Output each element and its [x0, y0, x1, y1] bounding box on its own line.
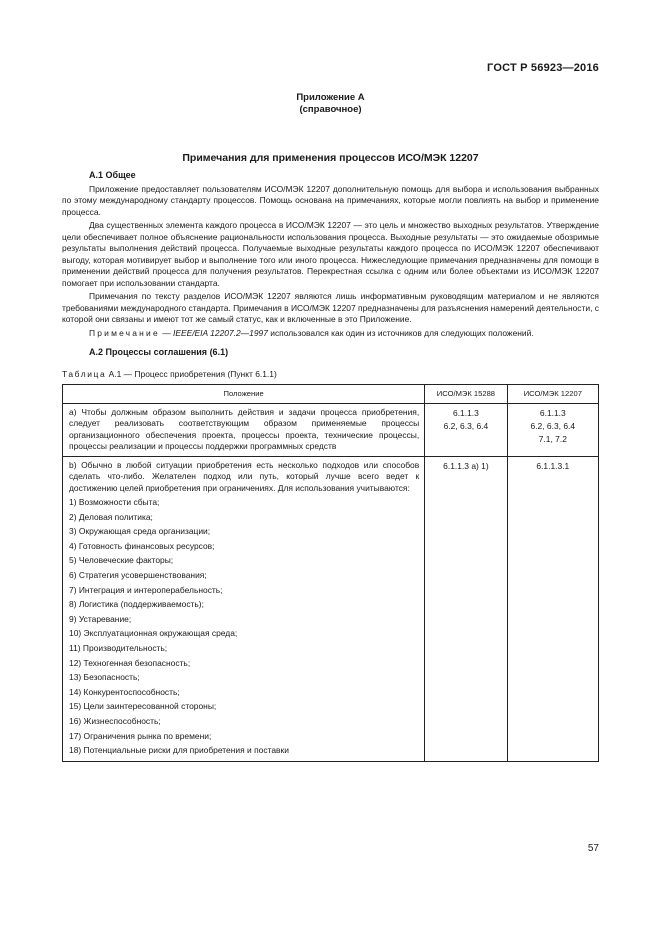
paragraph: Примечания по тексту разделов ИСО/МЭК 12207 являются лишь информативным руководящим материалом и не являются требованиями международного стандарта. Примечания в ИСО/МЭК 12207 предназначены для разъяснения намерений деятельности, с которой они связаны и имеют тот же самый статус, как и включенные в это Приложение. — [62, 291, 600, 324]
section-heading-agreement: А.2 Процессы соглашения (6.1) — [89, 347, 229, 357]
table-cell-iso15288 — [425, 403, 507, 456]
page-title: Примечания для применения процессов ИСО/МЭК 12207 — [182, 152, 479, 164]
table-caption-text: А.1 — Процесс приобретения (Пункт 6.1.1) — [106, 368, 277, 379]
annex-heading — [0, 92, 661, 116]
acquisition-process-table — [62, 384, 599, 762]
paragraph: Приложение предоставляет пользователям ИСО/МЭК 12207 дополнительную помощь для выбора и использования выбранных по этому международному стандарту процессов. Помощь основана на примечаниях, которые могли повлиять на выбор и применение процесса. — [62, 183, 599, 217]
section-heading-general: А.1 Общее — [89, 170, 136, 180]
clause-ref: 6.2, 6.3, 6.4 — [443, 420, 489, 431]
note-paragraph — [62, 328, 599, 340]
table-cell-iso12207 — [507, 456, 598, 761]
note-dash: — — [159, 327, 173, 338]
list-item: 6) Стратегия усовершенствования; — [69, 569, 207, 580]
list-item: 4) Готовность финансовых ресурсов; — [69, 540, 215, 551]
list-item: 16) Жизнеспособность; — [69, 715, 161, 726]
list-item: 18) Потенциальные риски для приобретения и поставки — [69, 745, 289, 756]
clause-ref: 7.1, 7.2 — [538, 433, 567, 444]
note-text: использовался как один из источников для следующих положений. — [267, 327, 534, 338]
table-cell-position — [63, 456, 425, 761]
list-item: 11) Производительность; — [69, 642, 168, 653]
table-header-row — [63, 385, 599, 404]
list-item: 1) Возможности сбыта; — [69, 497, 160, 507]
list-item: 12) Техногенная безопасность; — [69, 657, 191, 668]
clause-ref: 6.1.1.3 — [539, 407, 566, 418]
list-item: 10) Эксплуатационная окружающая среда; — [69, 628, 238, 639]
clause-ref: 6.1.1.3 а) 1) — [443, 460, 489, 471]
list-item: 17) Ограничения рынка по времени; — [69, 730, 212, 741]
annex-subtitle: (справочное) — [299, 104, 362, 115]
table-row — [63, 456, 599, 761]
list-item: 15) Цели заинтересованной стороны; — [69, 701, 217, 712]
list-item: 5) Человеческие факторы; — [69, 555, 174, 566]
annex-title: Приложение А — [296, 92, 365, 103]
clause-ref: 6.1.1.3.1 — [536, 460, 570, 471]
list-item: 13) Безопасность; — [69, 672, 140, 683]
note-label: Примечание — [89, 327, 160, 338]
column-header-position: Положение — [63, 385, 425, 404]
note-reference: IEEE/EIA 12207.2—1997 — [172, 327, 268, 338]
paragraph: Два существенных элемента каждого процесса в ИСО/МЭК 12207 — это цель и множество выходных результатов. Утверждение цели обеспечивает полное объяснение рациональности использования процесса. Выходные результаты — это ожидаемые обозримые результаты выполнения действий процесса. Получаемые выходные результаты каждого процесса по ИСО/МЭК 12207 обеспечивают выгоду, которая мотивирует выбор и выполнение того или иного процесса. Нижеследующие примечания предназначены для помощи в применении действий процесса для получения результатов. Перекрестная ссылка с одним или более объектами из ИСО/МЭК 12207 помогает при использовании стандарта. — [62, 220, 599, 288]
row-intro-text: b) Обычно в любой ситуации приобретения есть несколько подходов или способов сделать что-либо. Желателен подход или путь, который лучше всего ведет к достижению целей приобретения при ограничениях. Для использования учитываются: — [69, 459, 420, 493]
list-item: 3) Окружающая среда организации; — [69, 526, 211, 537]
clause-ref: 6.2, 6.3, 6.4 — [530, 420, 576, 431]
page-number: 57 — [587, 843, 599, 854]
table-caption — [62, 369, 599, 381]
document-body — [62, 170, 599, 762]
list-item: 2) Деловая политика; — [69, 511, 153, 522]
column-header-iso12207: ИСО/МЭК 12207 — [507, 385, 598, 404]
list-item: 7) Интеграция и интероперабельность; — [69, 584, 223, 595]
table-caption-label: Таблица — [62, 368, 107, 379]
table-cell-iso12207 — [507, 403, 598, 456]
table-row — [63, 403, 599, 456]
list-item: 14) Конкурентоспособность; — [69, 686, 180, 697]
clause-ref: 6.1.1.3 — [453, 407, 479, 418]
table-cell-iso15288 — [425, 456, 507, 761]
table-cell-position: а) Чтобы должным образом выполнить действия и задачи процесса приобретения, следует реализовать соответствующим образом применяемые процессы организационного обеспечения проекта, процессы проекта, технические процессы, процессы реализации и процессы поддержки программных средств — [63, 403, 425, 456]
list-item: 8) Логистика (поддерживаемость); — [69, 599, 204, 610]
standard-header: ГОСТ Р 56923—2016 — [487, 62, 599, 74]
list-item: 9) Устаревание; — [69, 613, 132, 624]
column-header-iso15288: ИСО/МЭК 15288 — [425, 385, 507, 404]
